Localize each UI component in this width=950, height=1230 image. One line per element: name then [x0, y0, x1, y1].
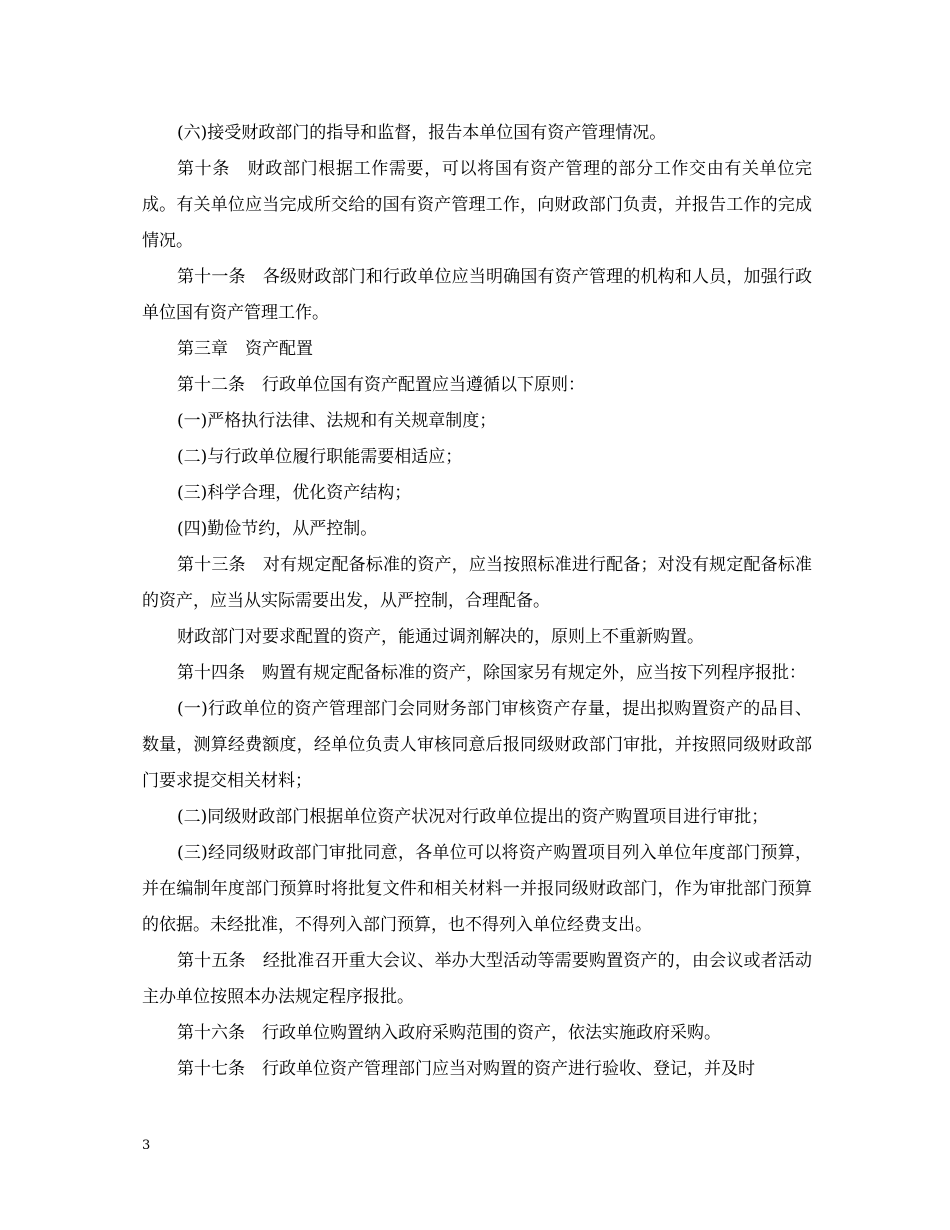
paragraph-article-10: 第十条 财政部门根据工作需要，可以将国有资产管理的部分工作交由有关单位完成。有关单位应当完成所交给的国有资产管理工作，向财政部门负责，并报告工作的完成情况。: [142, 159, 812, 251]
document-body: [142, 115, 812, 1087]
paragraph-item-1: (一)严格执行法律、法规和有关规章制度；: [177, 411, 497, 431]
paragraph-article-14-item-2: (二)同级财政部门根据单位资产状况对行政单位提出的资产购置项目进行审批；: [177, 807, 769, 827]
paragraph-item-4: (四)勤俭节约，从严控制。: [177, 519, 378, 539]
paragraph-article-14: 第十四条 购置有规定配备标准的资产，除国家另有规定外，应当按下列程序报批：: [177, 663, 806, 683]
paragraph-article-15: 第十五条 经批准召开重大会议、举办大型活动等需要购置资产的，由会议或者活动主办单位按照本办法规定程序报批。: [142, 951, 812, 1007]
paragraph-item-2: (二)与行政单位履行职能需要相适应；: [177, 447, 463, 467]
paragraph-article-16: 第十六条 行政单位购置纳入政府采购范围的资产，依法实施政府采购。: [177, 1023, 721, 1043]
paragraph-article-11: 第十一条 各级财政部门和行政单位应当明确国有资产管理的机构和人员，加强行政单位国有资产管理工作。: [142, 267, 812, 323]
paragraph-item-6: (六)接受财政部门的指导和监督，报告本单位国有资产管理情况。: [177, 123, 667, 143]
paragraph-article-14-item-3: (三)经同级财政部门审批同意，各单位可以将资产购置项目列入单位年度部门预算，并在编制年度部门预算时将批复文件和相关材料一并报同级财政部门，作为审批部门预算的依据。未经批准，不得列入部门预算，也不得列入单位经费支出。: [142, 843, 812, 935]
chapter-heading: 第三章 资产配置: [177, 339, 313, 359]
paragraph-article-14-item-1: (一)行政单位的资产管理部门会同财务部门审核资产存量，提出拟购置资产的品目、数量，测算经费额度，经单位负责人审核同意后报同级财政部门审批，并按照同级财政部门要求提交相关材料；: [142, 699, 812, 791]
paragraph-article-13-note: 财政部门对要求配置的资产，能通过调剂解决的，原则上不重新购置。: [177, 627, 704, 647]
paragraph-article-12: 第十二条 行政单位国有资产配置应当遵循以下原则：: [177, 375, 585, 395]
page-number: 3: [142, 1138, 151, 1153]
paragraph-item-3: (三)科学合理，优化资产结构；: [177, 483, 412, 503]
paragraph-article-17: 第十七条 行政单位资产管理部门应当对购置的资产进行验收、登记，并及时: [177, 1059, 755, 1079]
paragraph-article-13: 第十三条 对有规定配备标准的资产，应当按照标准进行配备；对没有规定配备标准的资产，应当从实际需要出发，从严控制，合理配备。: [142, 555, 812, 611]
